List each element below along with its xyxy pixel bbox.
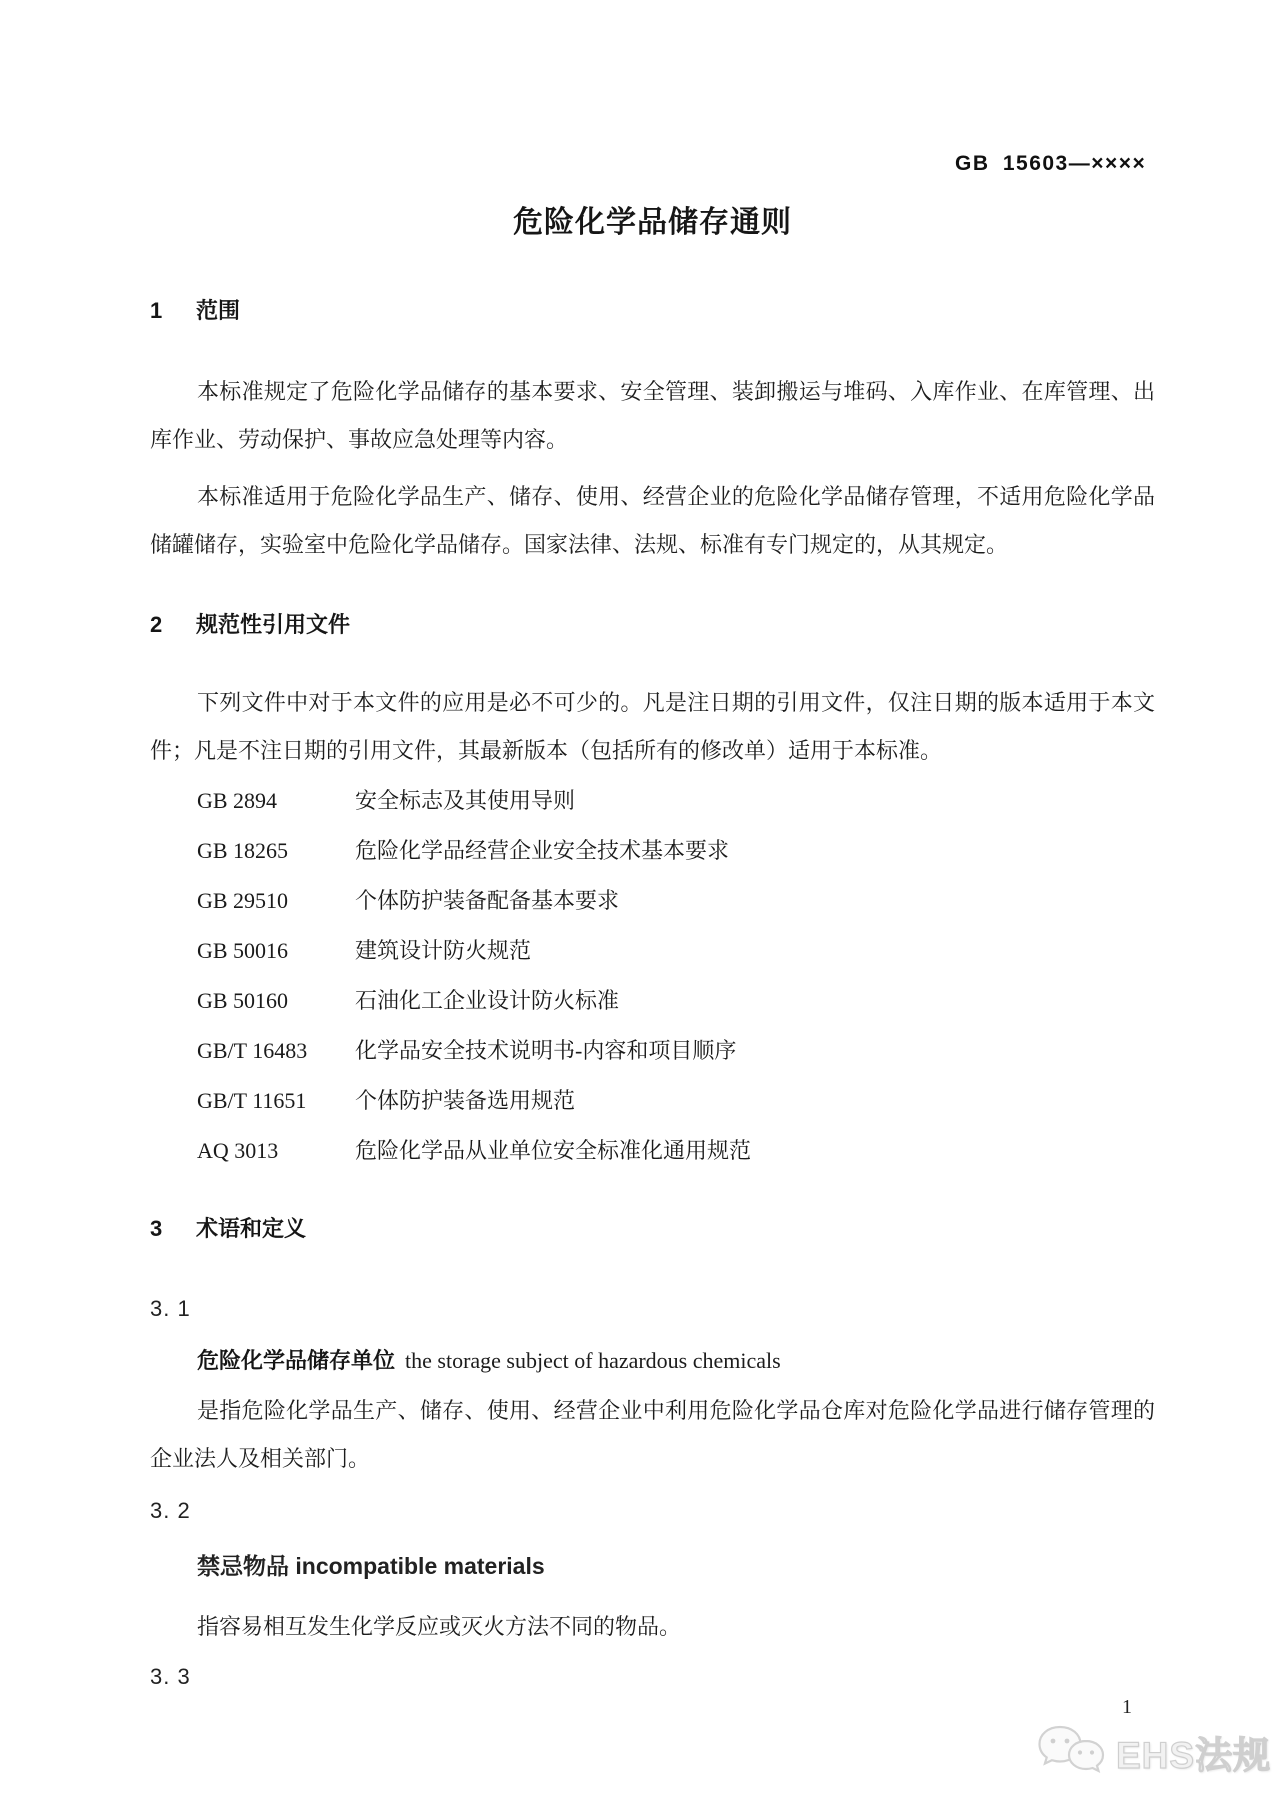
scope-paragraph-1-line-1: 本标准规定了危险化学品储存的基本要求、安全管理、装卸搬运与堆码、入库作业、在库管理、出: [197, 379, 1155, 404]
section-3-heading: [150, 1214, 1155, 1244]
reference-row: [0, 786, 1280, 816]
watermark-text: EHS法规: [1116, 1735, 1272, 1776]
reference-code: GB 18265: [197, 838, 289, 863]
scope-paragraph-2-line-2: 储罐储存，实验室中危险化学品储存。国家法律、法规、标准有专门规定的，从其规定。: [150, 532, 1009, 557]
reference-title: 安全标志及其使用导则: [355, 788, 576, 813]
definition-3-2-line-1: 指容易相互发生化学反应或灭火方法不同的物品。: [197, 1614, 682, 1639]
reference-title: 个体防护装备配备基本要求: [355, 888, 620, 913]
clause-number-3-2: 3. 2: [150, 1498, 191, 1523]
watermark: [1036, 1722, 1271, 1782]
section-2-title: 规范性引用文件: [196, 612, 351, 637]
reference-title: 化学品安全技术说明书-内容和项目顺序: [355, 1038, 737, 1063]
reference-row: [0, 886, 1280, 916]
section-3-title: 术语和定义: [196, 1216, 307, 1241]
standard-code: GB 15603—××××: [955, 152, 1147, 175]
clause-number-3-3: 3. 3: [150, 1664, 191, 1689]
definition-3-1-line-2: 企业法人及相关部门。: [150, 1446, 371, 1471]
section-2-number: 2: [150, 612, 163, 637]
reference-code: AQ 3013: [197, 1138, 279, 1163]
definition-3-1-line-1: 是指危险化学品生产、储存、使用、经营企业中利用危险化学品仓库对危险化学品进行储存管理的: [197, 1398, 1155, 1423]
scope-paragraph-1-line-2: 库作业、劳动保护、事故应急处理等内容。: [150, 427, 569, 452]
term-3-1-english: the storage subject of hazardous chemicals: [405, 1348, 781, 1373]
wechat-chat-bubbles-icon: [1036, 1724, 1112, 1780]
reference-code: GB 29510: [197, 888, 289, 913]
page-number: 1: [1122, 1696, 1132, 1718]
references-intro-line-1: 下列文件中对于本文件的应用是必不可少的。凡是注日期的引用文件，仅注日期的版本适用于本文: [197, 690, 1155, 715]
clause-number-3-1: 3. 1: [150, 1296, 191, 1321]
term-3-2-english: incompatible materials: [295, 1553, 545, 1579]
reference-row: [0, 1136, 1280, 1166]
references-intro-line-2: 件；凡是不注日期的引用文件，其最新版本（包括所有的修改单）适用于本标准。: [150, 738, 943, 763]
reference-title: 个体防护装备选用规范: [355, 1088, 576, 1113]
reference-row: [0, 836, 1280, 866]
reference-row: [0, 1086, 1280, 1116]
reference-code: GB/T 11651: [197, 1088, 307, 1113]
reference-title: 危险化学品经营企业安全技术基本要求: [355, 838, 730, 863]
reference-title: 建筑设计防火规范: [355, 938, 532, 963]
reference-code: GB 50160: [197, 988, 289, 1013]
reference-title: 危险化学品从业单位安全标准化通用规范: [355, 1138, 752, 1163]
reference-code: GB 50016: [197, 938, 289, 963]
scope-paragraph-2-line-1: 本标准适用于危险化学品生产、储存、使用、经营企业的危险化学品储存管理，不适用危险化学品: [197, 484, 1155, 509]
reference-row: [0, 1036, 1280, 1066]
section-1-number: 1: [150, 298, 163, 323]
reference-code: GB 2894: [197, 788, 278, 813]
section-1-heading: [150, 296, 1155, 326]
reference-row: [0, 936, 1280, 966]
section-3-number: 3: [150, 1216, 163, 1241]
reference-title: 石油化工企业设计防火标准: [355, 988, 620, 1013]
term-3-2-chinese: 禁忌物品: [197, 1553, 289, 1579]
term-3-1-chinese: 危险化学品储存单位: [197, 1348, 396, 1373]
document-title: 危险化学品储存通则: [513, 206, 792, 239]
section-1-title: 范围: [196, 298, 241, 323]
term-3-1: [197, 1346, 781, 1379]
reference-row: [0, 986, 1280, 1016]
section-2-heading: [150, 610, 1155, 640]
reference-code: GB/T 16483: [197, 1038, 308, 1063]
term-3-2: [197, 1550, 545, 1582]
